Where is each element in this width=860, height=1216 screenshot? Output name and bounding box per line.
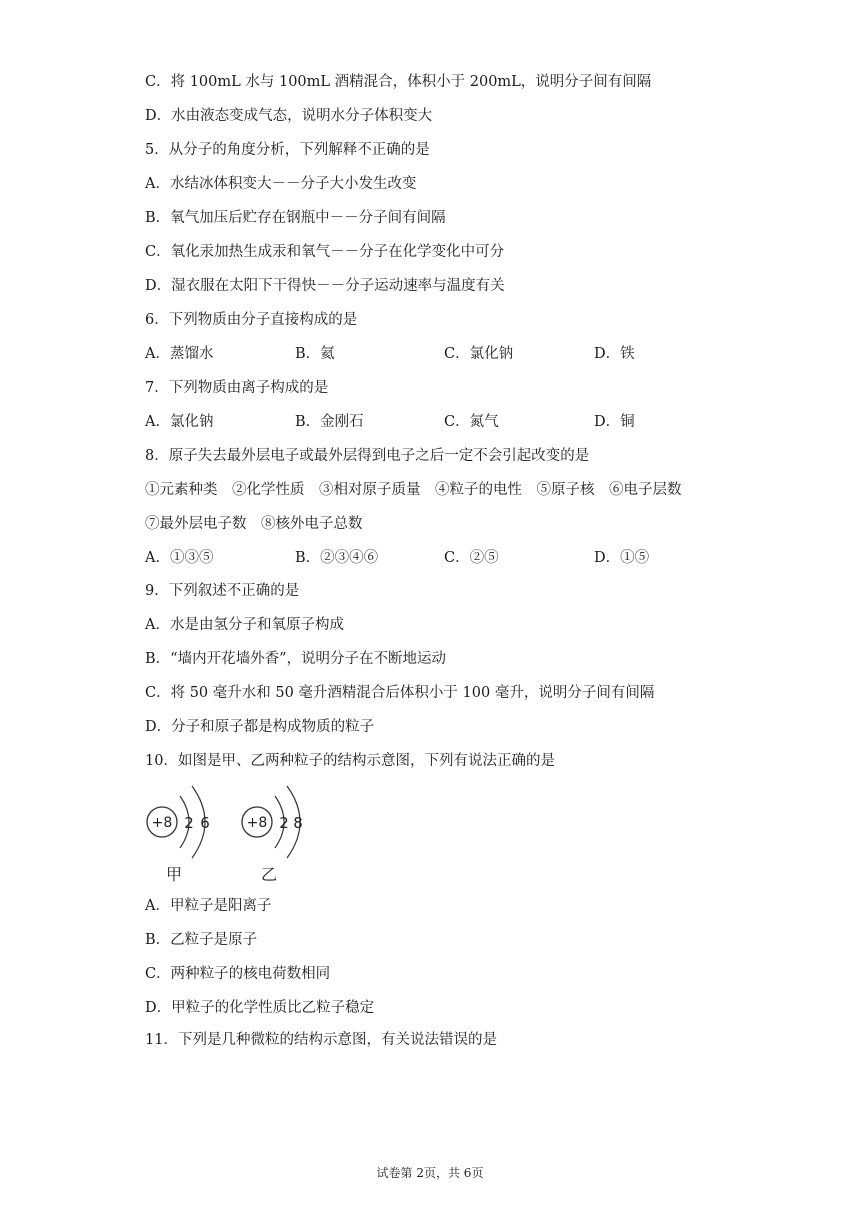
question-9: 9．下列叙述不正确的是 (145, 583, 300, 599)
q10-option-c: C．两种粒子的核电荷数相同 (145, 966, 331, 982)
q8-option-b: B．②③④⑥ (295, 550, 379, 566)
particle-structure-figure (140, 780, 320, 890)
q5-option-d: D．湿衣服在太阳下干得快－－分子运动速率与温度有关 (145, 278, 505, 294)
q9-option-d: D．分子和原子都是构成物质的粒子 (145, 719, 375, 735)
q9-option-c: C．将 50 毫升水和 50 毫升酒精混合后体积小于 100 毫升，说明分子间有间隔 (145, 685, 655, 701)
q8-items-line-2: ⑦最外层电子数 ⑧核外电子总数 (145, 516, 363, 532)
q7-option-b: B．金刚石 (295, 414, 364, 430)
q5-option-a: A．水结冰体积变大－－分子大小发生改变 (145, 176, 417, 192)
page-footer: 试卷第 2页，共 6页 (376, 1166, 484, 1180)
yi-shell1-electrons: 2 (279, 814, 289, 832)
question-6: 6．下列物质由分子直接构成的是 (145, 312, 358, 328)
particle-yi-diagram (242, 786, 303, 884)
q5-option-b: B．氧气加压后贮存在钢瓶中－－分子间有间隔 (145, 210, 446, 226)
q7-option-c: C．氮气 (444, 414, 499, 430)
q7-option-a: A．氯化钠 (145, 414, 214, 430)
q6-option-d: D．铁 (594, 346, 635, 362)
question-11: 11．下列是几种微粒的结构示意图，有关说法错误的是 (145, 1032, 497, 1048)
particle-jia-diagram (147, 786, 210, 884)
jia-nucleus-charge: +8 (151, 815, 173, 831)
jia-shell2-electrons: 6 (200, 814, 210, 832)
question-7: 7．下列物质由离子构成的是 (145, 380, 329, 396)
question-5: 5．从分子的角度分析，下列解释不正确的是 (145, 142, 430, 158)
q6-option-a: A．蒸馏水 (145, 346, 214, 362)
q8-option-c: C．②⑤ (444, 550, 499, 566)
q10-option-d: D．甲粒子的化学性质比乙粒子稳定 (145, 1000, 375, 1016)
q4-option-d: D．水由液态变成气态，说明水分子体积变大 (145, 108, 433, 124)
q5-option-c: C．氧化汞加热生成汞和氧气－－分子在化学变化中可分 (145, 244, 505, 260)
yi-label: 乙 (260, 865, 278, 884)
question-10: 10．如图是甲、乙两种粒子的结构示意图，下列有说法正确的是 (145, 753, 555, 769)
q9-option-b: B．“墙内开花墙外香”，说明分子在不断地运动 (145, 651, 446, 667)
q8-option-a: A．①③⑤ (145, 550, 214, 566)
q4-option-c: C．将 100mL 水与 100mL 酒精混合，体积小于 200mL，说明分子间有间隔 (145, 74, 652, 90)
q7-option-d: D．铜 (594, 414, 635, 430)
q6-option-b: B．氦 (295, 346, 335, 362)
q8-items-line-1: ①元素种类 ②化学性质 ③相对原子质量 ④粒子的电性 ⑤原子核 ⑥电子层数 (145, 482, 682, 498)
q6-option-c: C．氯化钠 (444, 346, 514, 362)
question-8: 8．原子失去最外层电子或最外层得到电子之后一定不会引起改变的是 (145, 448, 590, 464)
q8-option-d: D．①⑤ (594, 550, 650, 566)
yi-shell2-electrons: 8 (293, 814, 303, 832)
q9-option-a: A．水是由氢分子和氧原子构成 (145, 617, 344, 633)
q10-option-a: A．甲粒子是阳离子 (145, 898, 272, 914)
q10-option-b: B．乙粒子是原子 (145, 932, 258, 948)
jia-label: 甲 (165, 865, 183, 884)
yi-nucleus-charge: +8 (246, 815, 268, 831)
jia-shell1-electrons: 2 (184, 814, 194, 832)
